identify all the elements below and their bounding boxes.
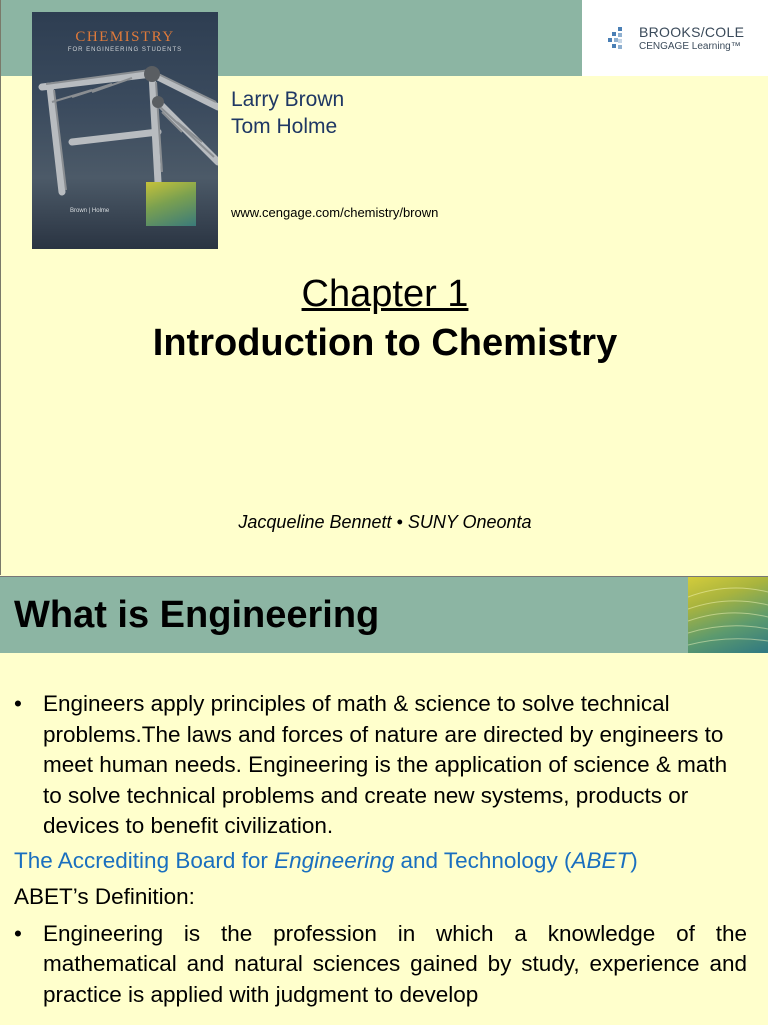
slide-title: What is Engineering — [14, 594, 380, 636]
corner-mesh-decoration — [688, 577, 768, 653]
abet-emphasis: Engineering — [274, 847, 395, 873]
slide-title-band — [0, 577, 688, 653]
presenter-credit: Jacqueline Bennett • SUNY Oneonta — [238, 512, 532, 532]
author-list — [231, 86, 344, 140]
bullet-item — [14, 919, 747, 1011]
bullet-text: Engineering is the profession in which a knowledge of the mathematical and natural sciences gained by study, experience and practice is applied with judgment to develop — [43, 920, 747, 1007]
abet-heading — [14, 846, 747, 877]
bullet-item — [14, 689, 747, 842]
abet-acronym: ABET — [571, 847, 631, 873]
cover-mesh-swatch — [146, 182, 196, 226]
bullet-marker: • — [14, 691, 22, 716]
publisher-name: BROOKS/COLE — [639, 24, 745, 40]
publisher-mark-icon — [606, 25, 634, 53]
chapter-number: Chapter 1 — [301, 273, 469, 315]
mesh-pattern-icon — [688, 577, 768, 653]
book-cover-image — [32, 12, 218, 249]
bullet-marker: • — [14, 920, 22, 946]
abet-text: The Accrediting Board for — [14, 847, 275, 873]
bullet-text: Engineers apply principles of math & science to solve technical problems.The laws and forces of nature are directed by engineers to meet human needs. Engineering is the application of science & math to solve technical problems and create new systems, products or devices to benefit civilization. — [43, 691, 728, 838]
chapter-title: Introduction to Chemistry — [152, 322, 618, 364]
cover-subtitle: FOR ENGINEERING STUDENTS — [67, 47, 183, 53]
abet-text: ) — [630, 847, 638, 873]
publisher-logo — [582, 0, 768, 76]
author-name: Tom Holme — [231, 115, 338, 138]
author-name: Larry Brown — [231, 88, 345, 111]
slide-body — [14, 689, 747, 1010]
abet-text: and Technology ( — [394, 847, 572, 873]
cover-authors: Brown | Holme — [70, 208, 110, 214]
content-slide — [0, 576, 768, 1025]
cover-title: CHEMISTRY — [75, 29, 175, 45]
definition-label: ABET’s Definition: — [14, 884, 195, 909]
website-url: www.cengage.com/chemistry/brown — [231, 205, 439, 220]
publisher-subname: CENGAGE Learning™ — [639, 41, 741, 52]
